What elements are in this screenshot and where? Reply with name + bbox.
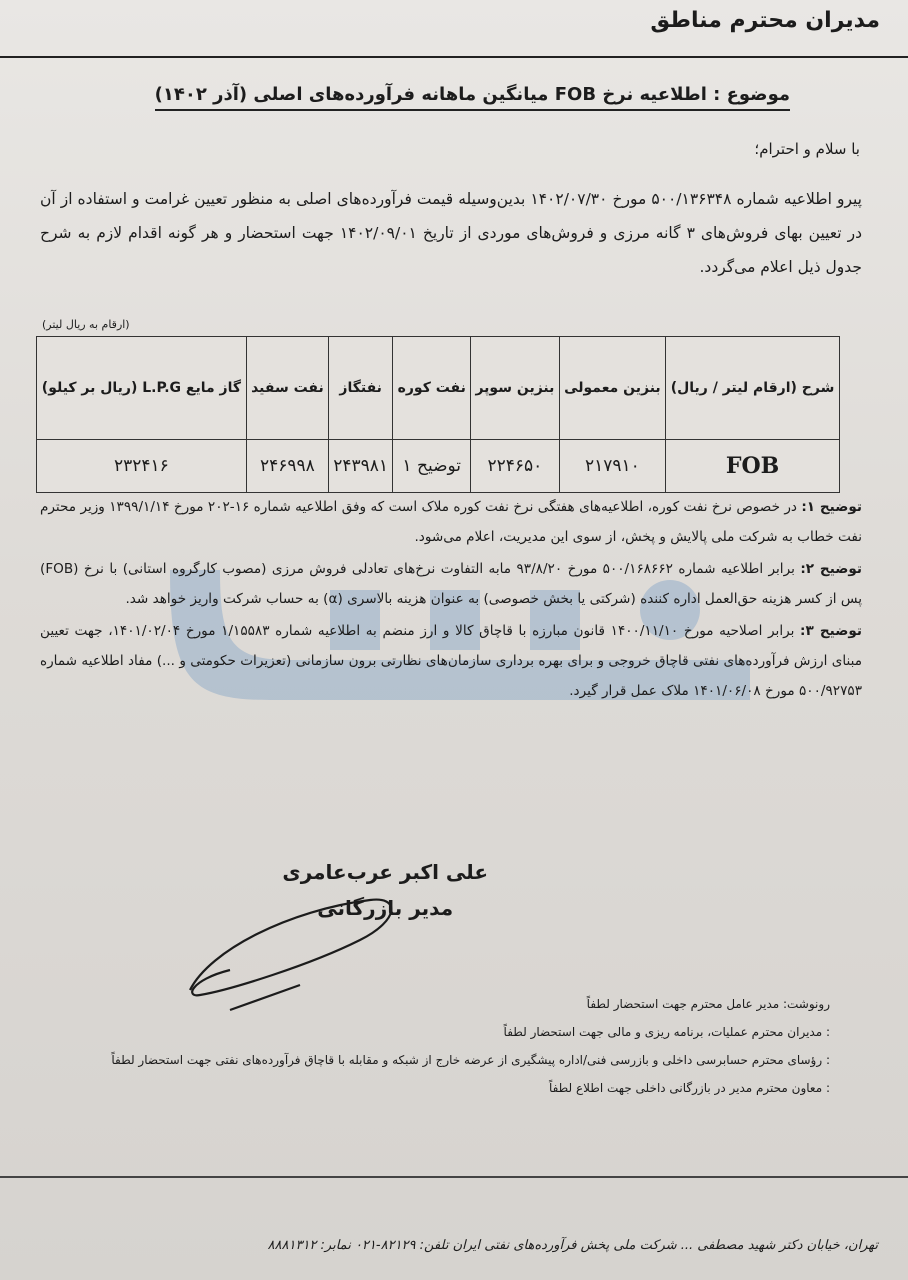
intro-paragraph: پیرو اطلاعیه شماره ۵۰۰/۱۳۶۳۴۸ مورخ ۱۴۰۲/۰۷/۳۰ بدین‌وسیله قیمت فرآورده‌های اصلی به منظور تعیین غرامت و استفاده از آن در تعیین بهای فروش‌های ۳ گانه مرزی و فروش‌های موردی از تاریخ ۱۴۰۲/۰۹/۰۱ جهت استحضار و هر گونه اقدام لازم به شرح جدول ذیل اعلام می‌گردد. <box>40 190 863 276</box>
table-cell: ۲۴۶۹۹۸ <box>246 440 328 493</box>
note-text: برابر اصلاحیه مورخ ۱۴۰۰/۱۱/۱۰ قانون مبارزه با قاچاق کالا و ارز منضم به اطلاعیه شماره ۱/۱۵۵۸۳ مورخ ۱۴۰۱/۰۲/۰۴، جهت تعیین مبنای ارزش فرآورده‌های نفتی قاچاق خروجی و برای بهره برداری سازمان‌های نظارتی برون سازمانی (تعزیرات حکومتی و ...) مفاد اطلاعیه شماره ۵۰۰/۹۲۷۵۳ مورخ ۱۴۰۱/۰۶/۰۸ ملاک عمل قرار گیرد. <box>40 623 862 699</box>
table-header-cell: گاز مایع L.P.G (ریال بر کیلو) <box>37 337 247 440</box>
table-header-cell: بنزین معمولی <box>559 337 665 440</box>
note-text: در خصوص نرخ نفت کوره، اطلاعیه‌های هفتگی نرخ نفت کوره ملاک است که وفق اطلاعیه شماره ۱۶-۲۰۲ مورخ ۱۳۹۹/۱/۱۴ وزیر محترم نفت خطاب به شرکت ملی پالایش و پخش، از سوی این مدیریت، اعلام می‌شود. <box>40 499 862 545</box>
footer-address: تهران، خیابان دکتر شهید مصطفی ... شرکت ملی پخش فرآورده‌های نفتی ایران تلفن: ۸۲۱۲۹-۰۲۱ نمابر: ۸۸۸۱۳۱۲ <box>267 1238 878 1253</box>
subject-line: موضوع : اطلاعیه نرخ FOB میانگین ماهانه فرآورده‌های اصلی (آذر ۱۴۰۲) <box>155 84 790 111</box>
table-cell: ۲۲۴۶۵۰ <box>471 440 560 493</box>
note-label: توضیح ۲: <box>800 561 863 577</box>
table-header-cell: نفت سفید <box>246 337 328 440</box>
footer-divider <box>0 1176 908 1178</box>
note-item <box>40 492 862 552</box>
table-header-cell: نفتگاز <box>329 337 393 440</box>
table-cell: ۲۳۲۴۱۶ <box>37 440 247 493</box>
carbon-copy-list <box>40 990 830 1102</box>
addressee-header: مدیران محترم مناطق <box>650 8 880 33</box>
table-cell: ۲۴۳۹۸۱ <box>329 440 393 493</box>
note-item <box>40 554 862 614</box>
explanatory-notes <box>40 492 862 708</box>
cc-item: : مدیران محترم عملیات، برنامه ریزی و مالی جهت استحضار لطفاً <box>503 1025 830 1039</box>
table-header-cell: بنزین سوپر <box>471 337 560 440</box>
greeting: با سلام و احترام؛ <box>754 140 860 158</box>
table-cell: ۲۱۷۹۱۰ <box>559 440 665 493</box>
fob-price-table <box>36 336 840 493</box>
header-divider <box>0 56 908 58</box>
signer-title: مدیر بازرگانی <box>317 896 454 920</box>
table-header-cell: نفت کوره <box>393 337 471 440</box>
note-label: توضیح ۱: <box>801 499 862 515</box>
note-text: برابر اطلاعیه شماره ۵۰۰/۱۶۸۶۶۲ مورخ ۹۳/۸/۲۰ مابه التفاوت نرخ‌های تعادلی فروش مرزی (مصوب کارگروه استانی) با نرخ (FOB) پس از کسر هزینه حق‌العمل اداره کننده (شرکتی یا بخش خصوصی) به عنوان هزینه بالاسری (α) به حساب شرکت واریز خواهد شد. <box>40 561 862 607</box>
table-cell: FOB <box>666 440 840 493</box>
table-header-cell: شرح (ارقام لیتر / ریال) <box>666 337 840 440</box>
signer-name: علی اکبر عرب‌عامری <box>282 860 488 884</box>
cc-item: رونوشت: مدیر عامل محترم جهت استحضار لطفاً <box>586 997 830 1011</box>
units-note: (ارقام به ریال لیتر) <box>42 318 130 331</box>
table-cell: توضیح ۱ <box>393 440 471 493</box>
table-row <box>37 440 840 493</box>
note-label: توضیح ۳: <box>800 623 862 639</box>
note-item <box>40 616 862 706</box>
cc-item: : معاون محترم مدیر در بازرگانی داخلی جهت اطلاع لطفاً <box>548 1081 830 1095</box>
table-header-row <box>37 337 840 440</box>
cc-item: : رؤسای محترم حسابرسی داخلی و بازرسی فنی/اداره پیشگیری از عرضه خارج از شبکه و مقابله با قاچاق فرآورده‌های نفتی جهت استحضار لطفاً <box>111 1053 830 1067</box>
